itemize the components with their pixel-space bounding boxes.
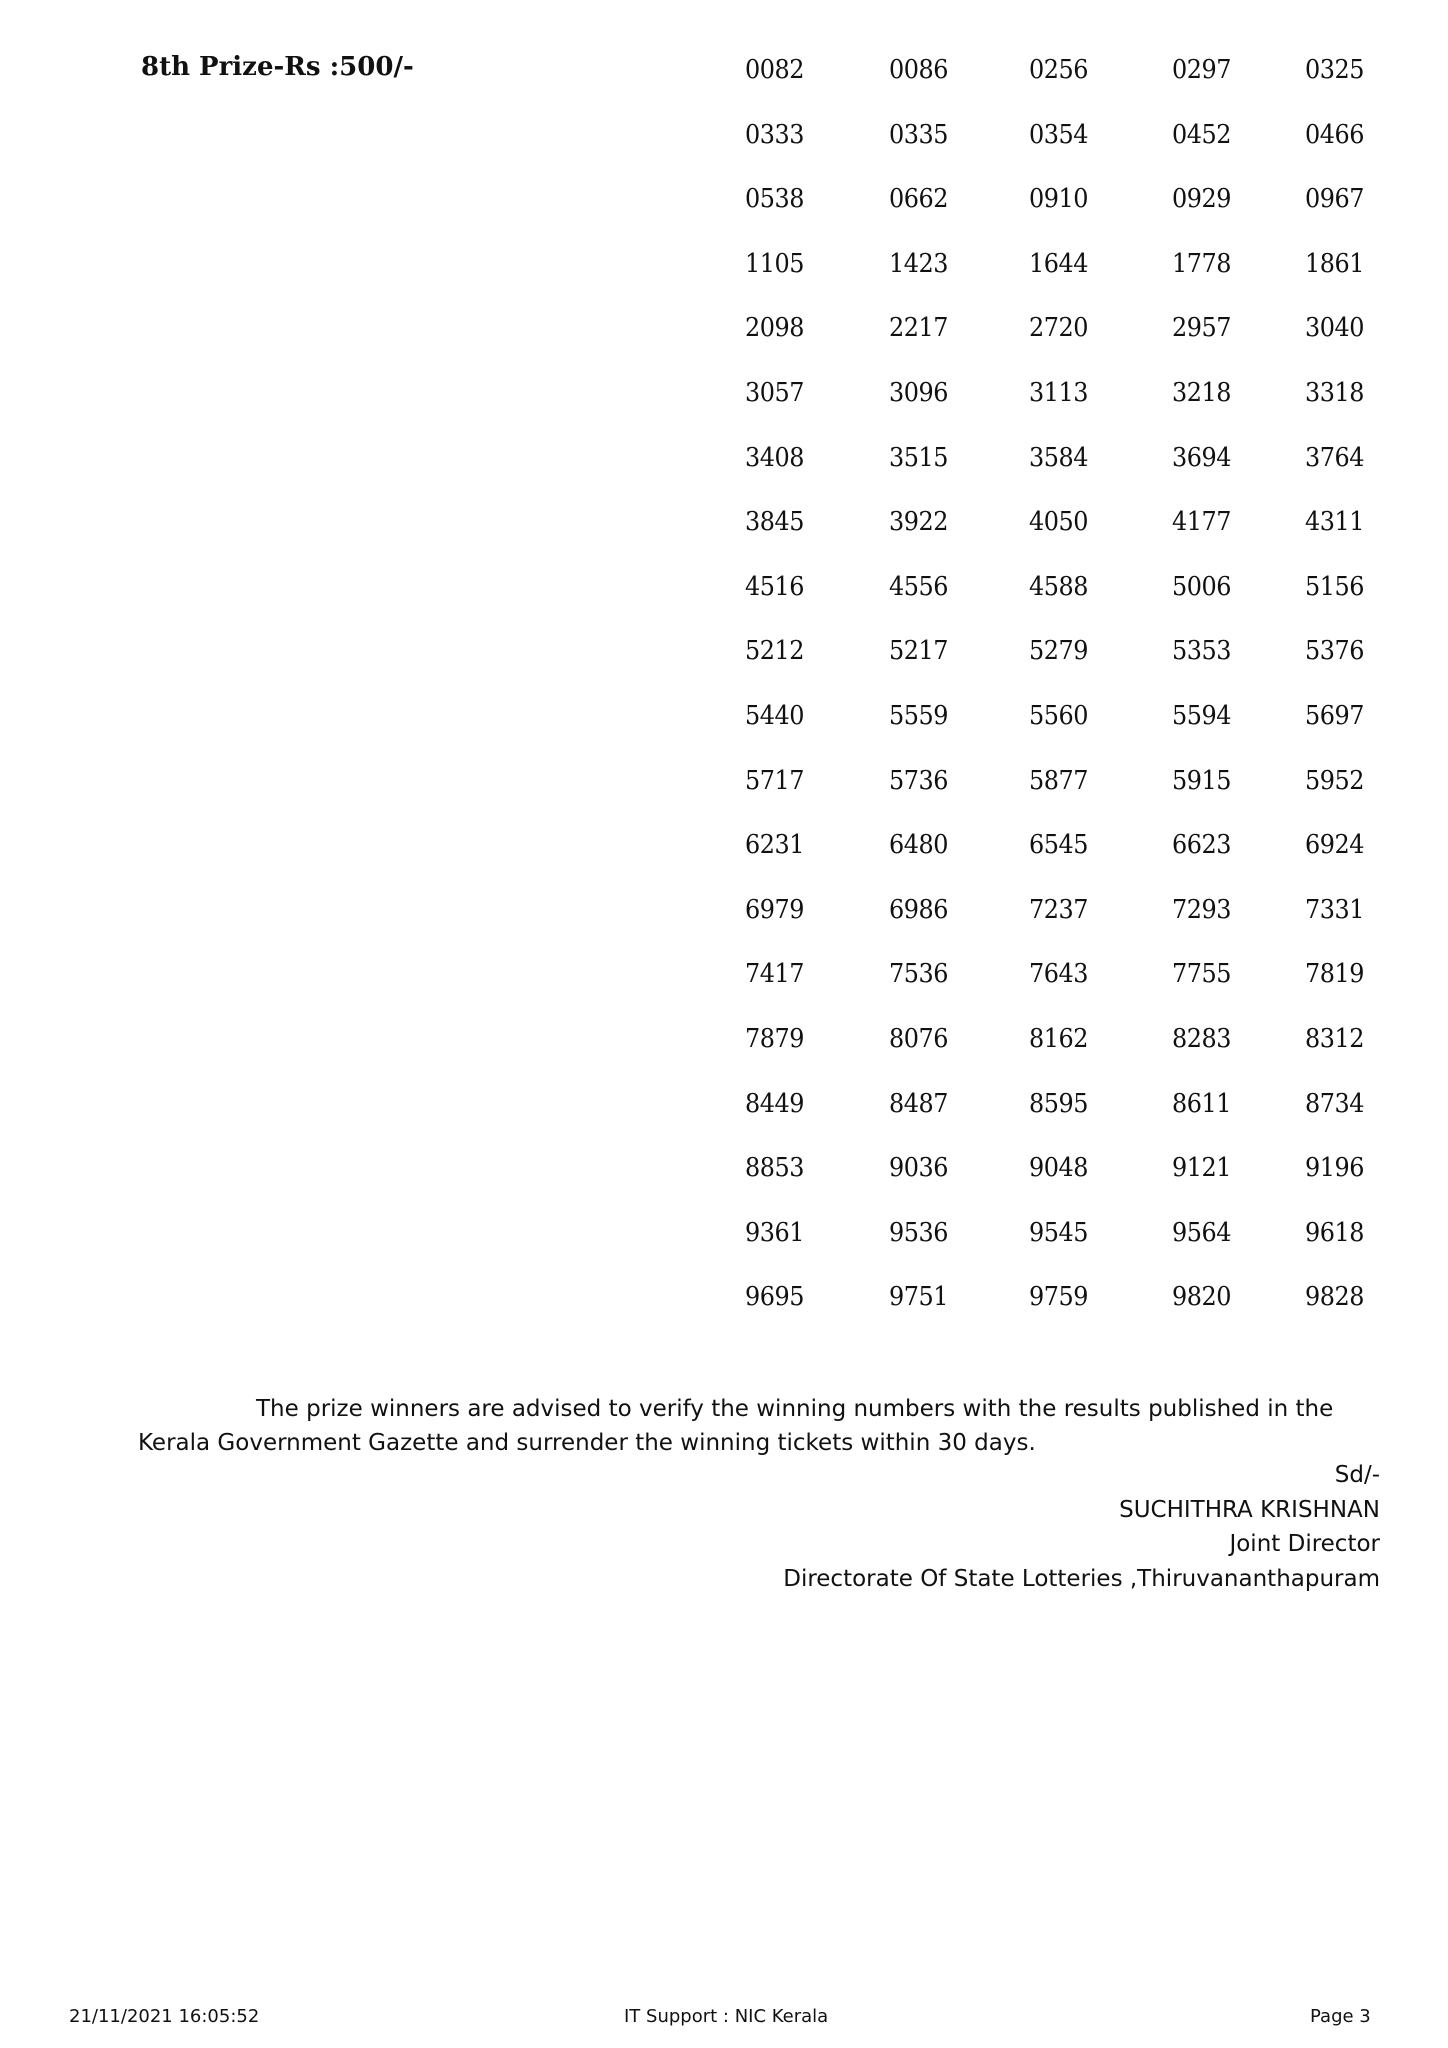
winning-number: 9820 bbox=[1172, 1282, 1232, 1313]
winning-number: 0910 bbox=[1029, 184, 1089, 215]
winning-number: 5952 bbox=[1305, 765, 1365, 796]
winning-number: 5006 bbox=[1172, 571, 1232, 602]
winning-number: 5212 bbox=[745, 636, 805, 667]
winning-number: 5697 bbox=[1305, 700, 1365, 731]
winning-number: 7293 bbox=[1172, 894, 1232, 925]
winning-number: 4311 bbox=[1305, 507, 1365, 538]
winning-number: 2098 bbox=[745, 313, 805, 344]
winning-number: 0086 bbox=[889, 55, 949, 85]
winning-number: 6986 bbox=[889, 894, 949, 925]
winning-number: 1778 bbox=[1172, 248, 1232, 279]
winning-number: 7417 bbox=[745, 959, 805, 990]
winning-number: 8853 bbox=[745, 1153, 805, 1184]
winning-number: 2957 bbox=[1172, 313, 1232, 344]
winning-number: 3408 bbox=[745, 442, 805, 473]
winning-number: 3764 bbox=[1305, 442, 1365, 473]
winning-number: 2720 bbox=[1029, 313, 1089, 344]
winning-number: 3515 bbox=[889, 442, 949, 473]
winning-number: 7879 bbox=[745, 1023, 805, 1054]
winning-number: 3218 bbox=[1172, 377, 1232, 408]
signature-sd: Sd/- bbox=[1334, 1462, 1380, 1488]
winning-number: 5353 bbox=[1172, 636, 1232, 667]
winning-number: 1423 bbox=[889, 248, 949, 279]
winning-number: 3845 bbox=[745, 507, 805, 538]
winning-number: 7536 bbox=[889, 959, 949, 990]
winning-number: 9361 bbox=[745, 1217, 805, 1248]
winning-number: 2217 bbox=[889, 313, 949, 344]
winning-number: 5717 bbox=[745, 765, 805, 796]
footer-page-number: Page 3 bbox=[1310, 2006, 1371, 2027]
winning-number: 0452 bbox=[1172, 119, 1232, 150]
winning-number: 0967 bbox=[1305, 184, 1365, 215]
winning-number: 1105 bbox=[745, 248, 805, 279]
winning-numbers-grid bbox=[745, 57, 1385, 1349]
winning-number: 0082 bbox=[745, 55, 805, 85]
winning-number: 0325 bbox=[1305, 55, 1365, 85]
winning-number: 4556 bbox=[889, 571, 949, 602]
winning-number: 8312 bbox=[1305, 1023, 1365, 1054]
winning-number: 0354 bbox=[1029, 119, 1089, 150]
winning-number: 5915 bbox=[1172, 765, 1232, 796]
winning-number: 9695 bbox=[745, 1282, 805, 1313]
notice-paragraph bbox=[138, 1392, 1378, 1460]
winning-number: 5279 bbox=[1029, 636, 1089, 667]
winning-number: 0538 bbox=[745, 184, 805, 215]
winning-number: 8611 bbox=[1172, 1088, 1232, 1119]
winning-number: 5560 bbox=[1029, 700, 1089, 731]
signatory-name: SUCHITHRA KRISHNAN bbox=[1119, 1496, 1380, 1523]
winning-number: 8595 bbox=[1029, 1088, 1089, 1119]
signatory-designation: Joint Director bbox=[1229, 1531, 1380, 1557]
winning-number: 3694 bbox=[1172, 442, 1232, 473]
winning-number: 0297 bbox=[1172, 55, 1232, 85]
winning-number: 3584 bbox=[1029, 442, 1089, 473]
winning-number: 1644 bbox=[1029, 248, 1089, 279]
winning-number: 7755 bbox=[1172, 959, 1232, 990]
winning-number: 8449 bbox=[745, 1088, 805, 1119]
winning-number: 5559 bbox=[889, 700, 949, 731]
winning-number: 5156 bbox=[1305, 571, 1365, 602]
winning-number: 7331 bbox=[1305, 894, 1365, 925]
signature-block bbox=[783, 1458, 1380, 1596]
winning-number: 8283 bbox=[1172, 1023, 1232, 1054]
winning-number: 0256 bbox=[1029, 55, 1089, 85]
winning-number: 6480 bbox=[889, 830, 949, 861]
winning-number: 9564 bbox=[1172, 1217, 1232, 1248]
winning-number: 5736 bbox=[889, 765, 949, 796]
notice-text: The prize winners are advised to verify the winning numbers with the results published in the Kerala Government Gazette and surrender the winning tickets within 30 days. bbox=[138, 1396, 1334, 1456]
winning-number: 6231 bbox=[745, 830, 805, 861]
winning-number: 5440 bbox=[745, 700, 805, 731]
signatory-office: Directorate Of State Lotteries ,Thiruvananthapuram bbox=[783, 1565, 1380, 1592]
prize-heading: 8th Prize-Rs :500/- bbox=[141, 52, 414, 82]
winning-number: 8734 bbox=[1305, 1088, 1365, 1119]
winning-number: 4177 bbox=[1172, 507, 1232, 538]
winning-number: 6924 bbox=[1305, 830, 1365, 861]
winning-number: 4050 bbox=[1029, 507, 1089, 538]
winning-number: 0662 bbox=[889, 184, 949, 215]
winning-number: 8162 bbox=[1029, 1023, 1089, 1054]
winning-number: 3040 bbox=[1305, 313, 1365, 344]
winning-number: 9036 bbox=[889, 1153, 949, 1184]
winning-number: 5877 bbox=[1029, 765, 1089, 796]
winning-number: 5376 bbox=[1305, 636, 1365, 667]
winning-number: 0929 bbox=[1172, 184, 1232, 215]
winning-number: 7237 bbox=[1029, 894, 1089, 925]
winning-number: 6545 bbox=[1029, 830, 1089, 861]
footer-timestamp: 21/11/2021 16:05:52 bbox=[69, 2006, 260, 2027]
winning-number: 3096 bbox=[889, 377, 949, 408]
winning-number: 9121 bbox=[1172, 1153, 1232, 1184]
winning-number: 9618 bbox=[1305, 1217, 1365, 1248]
winning-number: 8076 bbox=[889, 1023, 949, 1054]
winning-number: 3057 bbox=[745, 377, 805, 408]
winning-number: 3318 bbox=[1305, 377, 1365, 408]
footer-support: IT Support : NIC Kerala bbox=[624, 2006, 829, 2027]
winning-number: 9759 bbox=[1029, 1282, 1089, 1313]
winning-number: 6623 bbox=[1172, 830, 1232, 861]
winning-number: 4588 bbox=[1029, 571, 1089, 602]
winning-number: 9828 bbox=[1305, 1282, 1365, 1313]
winning-number: 9048 bbox=[1029, 1153, 1089, 1184]
winning-number: 1861 bbox=[1305, 248, 1365, 279]
winning-number: 0466 bbox=[1305, 119, 1365, 150]
winning-number: 9536 bbox=[889, 1217, 949, 1248]
winning-number: 9545 bbox=[1029, 1217, 1089, 1248]
winning-number: 4516 bbox=[745, 571, 805, 602]
winning-number: 5594 bbox=[1172, 700, 1232, 731]
winning-number: 5217 bbox=[889, 636, 949, 667]
winning-number: 3113 bbox=[1029, 377, 1089, 408]
winning-number: 7819 bbox=[1305, 959, 1365, 990]
winning-number: 6979 bbox=[745, 894, 805, 925]
winning-number: 0335 bbox=[889, 119, 949, 150]
winning-number: 7643 bbox=[1029, 959, 1089, 990]
winning-number: 8487 bbox=[889, 1088, 949, 1119]
winning-number: 0333 bbox=[745, 119, 805, 150]
winning-number: 3922 bbox=[889, 507, 949, 538]
winning-number: 9751 bbox=[889, 1282, 949, 1313]
winning-number: 9196 bbox=[1305, 1153, 1365, 1184]
